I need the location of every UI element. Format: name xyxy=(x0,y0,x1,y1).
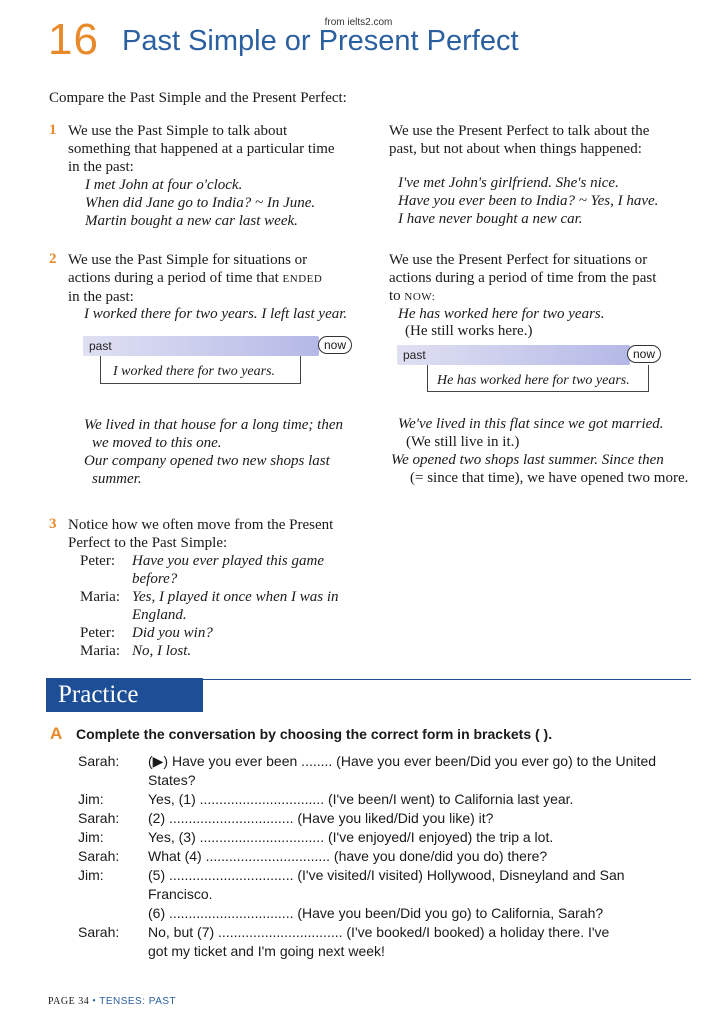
timeline-now-label: now xyxy=(318,336,352,354)
source-note: from ielts2.com xyxy=(324,17,393,28)
timeline-left xyxy=(83,336,319,356)
exercise-letter: A xyxy=(50,724,63,743)
intro-text: Compare the Past Simple and the Present Perfect: xyxy=(49,90,347,106)
footer-section: TENSES: PAST xyxy=(99,996,177,1007)
page-footer xyxy=(48,996,176,1007)
s1-left-examples: I met John at four o'clock. When did Jane go to India? ~ In June. Martin bought a new car last week. xyxy=(85,177,316,229)
conversation-line: Jim: Yes, (1) ................................ (I've been/I went) to California last year. xyxy=(78,791,574,807)
conversation-line: Jim: (5) ................................ (I've visited/I visited) Hollywood, Disneyland and San Francisco. xyxy=(78,867,625,902)
keyword-ended: ENDED xyxy=(282,273,323,285)
conversation-line: (6) ................................ (Have you been/Did you go) to California, Sarah? xyxy=(148,905,604,921)
timeline-right xyxy=(397,345,630,365)
keyword-now: NOW: xyxy=(404,291,436,303)
s3-text: Notice how we often move from the Present Perfect to the Past Simple: xyxy=(68,517,334,551)
s2-left-example: I worked there for two years. I left last year. xyxy=(84,306,348,322)
timeline-caption-left: I worked there for two years. xyxy=(113,364,276,379)
conversation-line: Jim: Yes, (3) ................................ (I've enjoyed/I enjoyed) the trip a lot. xyxy=(78,829,554,845)
s1-right-examples: I've met John's girlfriend. She's nice. Have you ever been to India? ~ Yes, I have. I have never bought a new car. xyxy=(398,175,659,227)
s1-left-text: We use the Past Simple to talk about something that happened at a particular time in the past: xyxy=(68,123,335,175)
practice-rule xyxy=(203,679,691,680)
timeline-past-label: past xyxy=(403,348,426,362)
exercise-conversation xyxy=(78,752,698,961)
timeline-past-label: past xyxy=(89,339,112,353)
conversation-line: Sarah: (2) ................................ (Have you liked/Did you like) it? xyxy=(78,810,494,826)
conversation-line: Sarah: (▶) Have you ever been ........ (Have you ever been/Did you ever go) to the United States? xyxy=(78,753,657,788)
page-number: PAGE 34 xyxy=(48,996,90,1007)
page-title: Past Simple or Present Perfect xyxy=(122,25,519,57)
unit-number: 16 xyxy=(48,15,99,64)
practice-heading: Practice xyxy=(46,678,203,712)
section-number-2: 2 xyxy=(49,251,57,267)
s2-left-text: We use the Past Simple for situations or actions during a period of time that ENDED in the past: xyxy=(68,252,323,305)
s1-right-text: We use the Present Perfect to talk about the past, but not about when things happened: xyxy=(389,123,650,157)
conversation-line: Sarah: No, but (7) ................................ (I've booked/I booked) a holiday there. I've got my ticket and I'm going next week! xyxy=(78,924,610,959)
exercise-instruction: Complete the conversation by choosing the correct form in brackets ( ). xyxy=(76,726,553,742)
s2-right-more: We've lived in this flat since we got married. (We still live in it.) We opened two shops last summer. Since then (= since that time), we have opened two more. xyxy=(391,416,689,486)
footer-bullet: • xyxy=(92,996,97,1007)
timeline-caption-right: He has worked here for two years. xyxy=(437,373,630,388)
s2-right-text: We use the Present Perfect for situations or actions during a period of time from the past to NOW: xyxy=(389,252,657,304)
section-number-3: 3 xyxy=(49,516,57,532)
s3-dialogue: Peter: Have you ever played this game before? Maria: Yes, I played it once when I was in England. Peter: Did you win? Maria: No, I lost. xyxy=(80,553,339,659)
s2-left-more: We lived in that house for a long time; then we moved to this one. Our company opened two new shops last summer. xyxy=(84,417,343,487)
conversation-line: Sarah: What (4) ................................ (have you done/did you do) there? xyxy=(78,848,548,864)
s2-right-note: (He still works here.) xyxy=(405,323,533,339)
section-number-1: 1 xyxy=(49,122,57,138)
s2-right-example: He has worked here for two years. xyxy=(398,306,605,322)
timeline-now-label: now xyxy=(627,345,661,363)
